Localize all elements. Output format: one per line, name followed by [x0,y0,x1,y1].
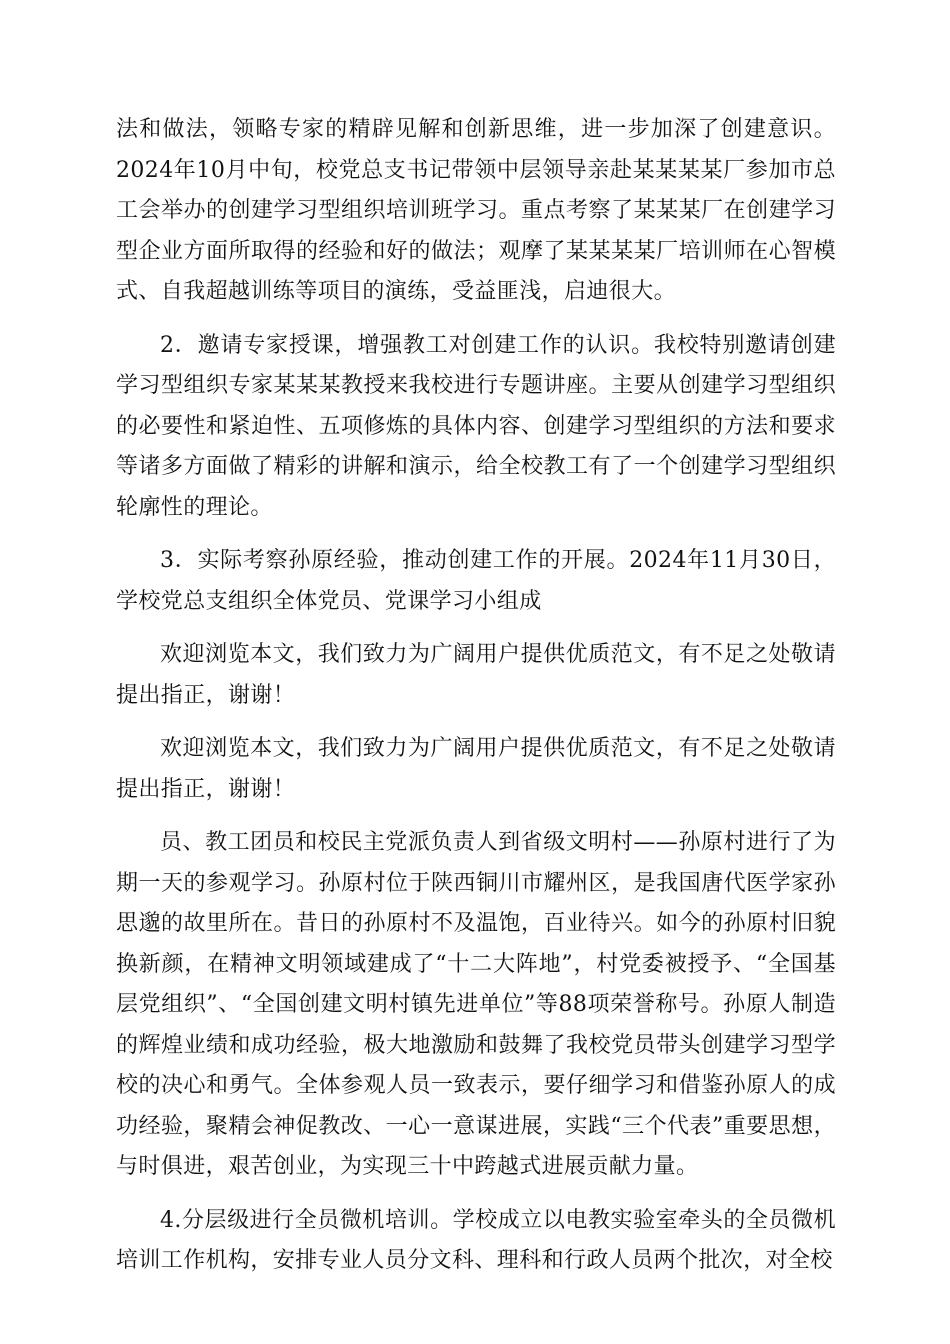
paragraph-1: 法和做法，领略专家的精辟见解和创新思维，进一步加深了创建意识。2024年10月中旬，校党总支书记带领中层领导亲赴某某某某厂参加市总工会举办的创建学习型组织培训班学习。重点考察了某某某厂在创建学习型企业方面所取得的经验和好的做法；观摩了某某某某厂培训师在心智模式、自我超越训练等项目的演练，受益匪浅，启迪很大。 [116,117,836,304]
paragraph-3: 3．实际考察孙原经验，推动创建工作的开展。2024年11月30日，学校党总支组织全体党员、党课学习小组成 [116,548,836,614]
paragraph-5: 欢迎浏览本文，我们致力为广阔用户提供优质范文，有不足之处敬请提出指正，谢谢！ [116,736,836,802]
paragraph-7: 4.分层级进行全员微机培训。学校成立以电教实验室牵头的全员微机培训工作机构，安排专业人员分文科、理科和行政人员两个批次，对全校 [116,1207,836,1273]
paragraph-6: 员、教工团员和校民主党派负责人到省级文明村——孙原村进行了为期一天的参观学习。孙原村位于陕西铜川市耀州区，是我国唐代医学家孙思邈的故里所在。昔日的孙原村不及温饱，百业待兴。如今的孙原村旧貌换新颜，在精神文明领域建成了“十二大阵地”，村党委被授予、“全国基层党组织”、“全国创建文明村镇先进单位”等88项荣誉称号。孙原人制造的辉煌业绩和成功经验，极大地激励和鼓舞了我校党员带头创建学习型学校的决心和勇气。全体参观人员一致表示，要仔细学习和借鉴孙原人的成功经验，聚精会神促教改、一心一意谋进展，实践“三个代表”重要思想，与时俱进，艰苦创业，为实现三十中跨越式进展贡献力量。 [116,830,836,1179]
paragraph-2: 2．邀请专家授课，增强教工对创建工作的认识。我校特别邀请创建学习型组织专家某某某教授来我校进行专题讲座。主要从创建学习型组织的必要性和紧迫性、五项修炼的具体内容、创建学习型组织的方法和要求等诸多方面做了精彩的讲解和演示，给全校教工有了一个创建学习型组织轮廓性的理论。 [116,332,836,520]
document-body [116,110,836,1295]
paragraph-4: 欢迎浏览本文，我们致力为广阔用户提供优质范文，有不足之处敬请提出指正，谢谢！ [116,642,836,708]
